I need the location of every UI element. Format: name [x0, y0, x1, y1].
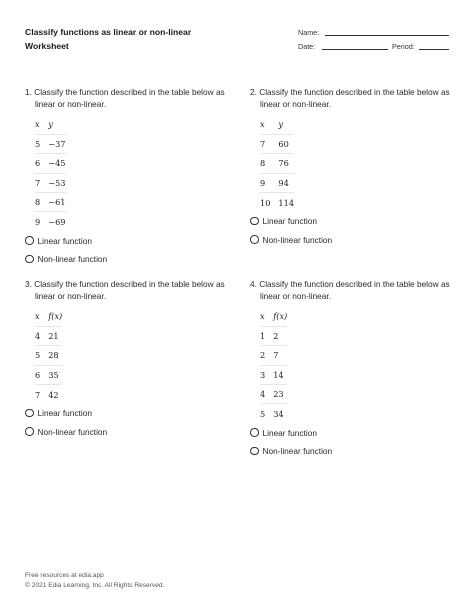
name-label: Name: — [298, 28, 320, 37]
radio-circle-icon[interactable] — [250, 235, 259, 244]
column-header-x: x — [35, 311, 40, 322]
cell-x: 6 — [35, 365, 48, 384]
radio-circle-icon[interactable] — [25, 427, 34, 436]
cell-x: 3 — [260, 365, 273, 384]
table-row — [35, 193, 66, 212]
choice-label: Linear function — [262, 427, 317, 438]
title-line-2: Worksheet — [25, 40, 69, 51]
choice-label: Linear function — [262, 216, 317, 227]
table-row — [260, 173, 294, 192]
cell-x: 1 — [260, 326, 273, 345]
cell-x: 4 — [260, 385, 273, 404]
question-prompt: 1. Classify the function described in the table below as linear or non-linear. — [25, 87, 225, 109]
radio-circle-icon[interactable] — [25, 409, 34, 418]
radio-circle-icon[interactable] — [250, 217, 259, 226]
table-header-row — [35, 115, 66, 134]
table-header-row — [260, 115, 294, 134]
cell-x: 8 — [260, 154, 278, 173]
cell-x: 10 — [260, 193, 278, 212]
choice-label: Non-linear function — [262, 446, 333, 457]
choice-nonlinear[interactable] — [250, 442, 455, 461]
name-field[interactable] — [325, 35, 449, 36]
table-row — [35, 326, 62, 345]
cell-y: 14 — [273, 365, 287, 384]
question-prompt: 4. Classify the function described in the table below as linear or non-linear. — [250, 279, 450, 301]
choice-label: Non-linear function — [37, 254, 108, 265]
choice-linear[interactable] — [250, 423, 455, 442]
value-table — [35, 307, 62, 404]
table-row — [35, 365, 62, 384]
cell-y: −69 — [48, 212, 65, 231]
choice-linear[interactable] — [25, 404, 230, 423]
choice-nonlinear[interactable] — [25, 422, 230, 441]
table-row — [260, 134, 294, 153]
cell-y: −37 — [48, 134, 65, 153]
footer-resources-link[interactable]: Free resources at edia.app — [25, 572, 104, 579]
radio-circle-icon[interactable] — [25, 236, 34, 245]
choice-label: Linear function — [37, 408, 92, 419]
cell-x: 6 — [35, 154, 48, 173]
cell-y: −61 — [48, 193, 65, 212]
table-row — [35, 173, 66, 192]
question-1 — [25, 86, 230, 268]
question-2 — [250, 86, 455, 249]
period-field[interactable] — [419, 49, 449, 50]
choice-label: Non-linear function — [262, 234, 333, 245]
column-header-y: f(x) — [273, 311, 288, 322]
table-row — [260, 404, 287, 423]
question-prompt: 3. Classify the function described in the table below as linear or non-linear. — [25, 279, 225, 301]
footer — [25, 571, 164, 590]
date-field[interactable] — [322, 49, 388, 50]
cell-x: 8 — [35, 193, 48, 212]
cell-y: 7 — [273, 346, 287, 365]
cell-y: −53 — [48, 173, 65, 192]
table-row — [260, 385, 287, 404]
cell-y: 21 — [48, 326, 62, 345]
choice-linear[interactable] — [250, 212, 455, 231]
footer-copyright: © 2021 Edia Learning, Inc. All Rights Reserved. — [25, 581, 165, 589]
table-row — [260, 365, 287, 384]
value-table — [260, 115, 294, 212]
column-header-x: x — [260, 311, 265, 322]
question-prompt: 2. Classify the function described in the table below as linear or non-linear. — [250, 87, 450, 109]
cell-y: 23 — [273, 385, 287, 404]
table-header-row — [260, 307, 287, 326]
cell-x: 7 — [35, 385, 48, 404]
table-row — [260, 326, 287, 345]
radio-circle-icon[interactable] — [250, 428, 259, 437]
cell-y: 60 — [278, 134, 294, 153]
cell-x: 7 — [35, 173, 48, 192]
cell-x: 9 — [260, 173, 278, 192]
cell-x: 5 — [260, 404, 273, 423]
cell-x: 4 — [35, 326, 48, 345]
table-row — [260, 154, 294, 173]
cell-y: 35 — [48, 365, 62, 384]
cell-x: 2 — [260, 346, 273, 365]
cell-x: 5 — [35, 346, 48, 365]
cell-y: 42 — [48, 385, 62, 404]
question-3 — [25, 278, 230, 441]
choice-nonlinear[interactable] — [250, 230, 455, 249]
cell-y: 114 — [278, 193, 294, 212]
cell-y: 76 — [278, 154, 294, 173]
choice-nonlinear[interactable] — [25, 250, 230, 269]
table-row — [35, 154, 66, 173]
choice-label: Linear function — [37, 235, 92, 246]
cell-y: −45 — [48, 154, 65, 173]
column-header-y: f(x) — [48, 311, 63, 322]
column-header-x: x — [35, 119, 40, 130]
cell-y: 34 — [273, 404, 287, 423]
table-row — [260, 346, 287, 365]
question-4 — [250, 278, 455, 460]
cell-y: 2 — [273, 326, 287, 345]
cell-x: 7 — [260, 134, 278, 153]
column-header-x: x — [260, 119, 265, 130]
table-row — [35, 212, 66, 231]
date-label: Date: — [298, 42, 316, 51]
choice-label: Non-linear function — [37, 426, 108, 437]
table-row — [35, 346, 62, 365]
title-line-1: Classify functions as linear or non-linear — [25, 27, 192, 37]
radio-circle-icon[interactable] — [25, 255, 34, 264]
cell-y: 94 — [278, 173, 294, 192]
cell-x: 5 — [35, 134, 48, 153]
column-header-y: y — [48, 119, 53, 130]
column-header-y: y — [278, 119, 284, 130]
table-row — [260, 193, 294, 212]
table-row — [35, 385, 62, 404]
value-table — [35, 115, 66, 231]
worksheet-title — [25, 26, 191, 53]
choice-linear[interactable] — [25, 231, 230, 250]
radio-circle-icon[interactable] — [250, 447, 259, 456]
period-label: Period: — [392, 42, 415, 51]
cell-y: 28 — [48, 346, 62, 365]
table-header-row — [35, 307, 62, 326]
table-row — [35, 134, 66, 153]
value-table — [260, 307, 287, 423]
cell-x: 9 — [35, 212, 48, 231]
